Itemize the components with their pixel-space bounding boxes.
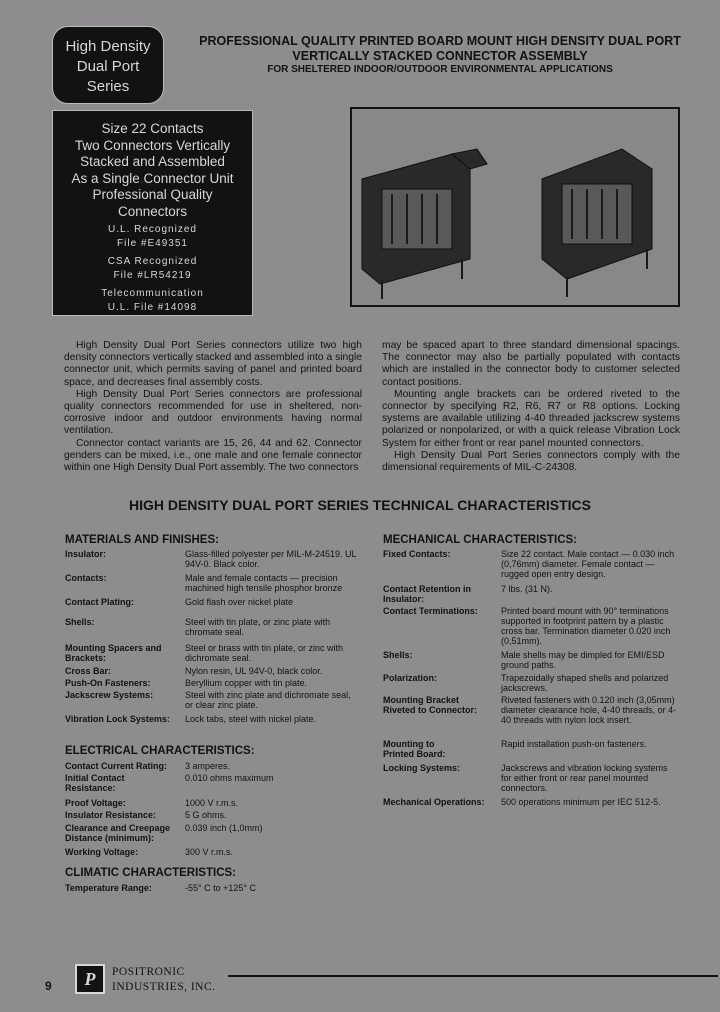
climatic-table xyxy=(65,883,365,897)
series-title-line: Series xyxy=(86,78,130,95)
electrical-label: Insulator Resistance: xyxy=(65,810,157,820)
mechanical-title: MECHANICAL CHARACTERISTICS: xyxy=(383,534,578,546)
materials-value: Nylon resin, UL 94V-0, black color. xyxy=(185,666,323,676)
materials-title: MATERIALS AND FINISHES: xyxy=(65,534,219,546)
mechanical-label: Shells: xyxy=(383,650,413,660)
electrical-label: Initial Contact Resistance: xyxy=(65,773,125,793)
page-number: 9 xyxy=(45,979,52,993)
mechanical-value: Size 22 contact. Male contact — 0.030 inch (0,76mm) diameter. Female contact — rugged open entry design. xyxy=(501,549,675,579)
series-title-line: Dual Port xyxy=(76,58,140,75)
materials-table xyxy=(65,549,365,729)
materials-value: Steel or brass with tin plate, or zinc with dichromate seal. xyxy=(185,643,344,663)
electrical-label: Proof Voltage: xyxy=(65,798,126,808)
intro-paragraph: High Density Dual Port Series connectors comply with the dimensional requirements of MIL-C-24308. xyxy=(382,449,680,474)
connector-illustration xyxy=(352,109,678,305)
company-logo-icon: P xyxy=(75,964,105,994)
electrical-value: 1000 V r.m.s. xyxy=(185,798,239,808)
cert-line: U.L. Recognized xyxy=(108,224,197,235)
materials-value: Male and female contacts — precision machined high tensile phosphor bronze xyxy=(185,573,343,593)
mechanical-label: Mounting Bracket Riveted to Connector: xyxy=(383,695,478,715)
company-name-line-2: INDUSTRIES, INC. xyxy=(112,981,216,993)
intro-right xyxy=(382,340,680,474)
mechanical-label: Contact Retention in Insulator: xyxy=(383,584,471,604)
intro-paragraph: High Density Dual Port Series connectors are professional quality connectors recommended for use in sheltered, non-corrosive indoor and outdoor environments having normal ventilation. xyxy=(64,388,362,437)
company-name-line-1: POSITRONIC xyxy=(112,966,185,978)
materials-label: Shells: xyxy=(65,617,95,627)
electrical-label: Working Voltage: xyxy=(65,847,139,857)
cert-line: U.L. File #14098 xyxy=(107,302,198,313)
materials-label: Cross Bar: xyxy=(65,666,112,676)
materials-value: Steel with tin plate, or zinc plate with chromate seal. xyxy=(185,617,331,637)
feature-box xyxy=(52,110,253,316)
feature-line: Connectors xyxy=(117,203,188,219)
materials-value: Lock tabs, steel with nickel plate. xyxy=(185,714,317,724)
feature-line: Stacked and Assembled xyxy=(80,154,225,169)
mechanical-label: Contact Terminations: xyxy=(383,606,478,616)
mechanical-value: 7 lbs. (31 N). xyxy=(501,584,553,594)
materials-label: Contacts: xyxy=(65,573,107,583)
materials-label: Jackscrew Systems: xyxy=(65,690,154,700)
cert-line: Telecommunication xyxy=(101,288,204,299)
materials-label: Push-On Fasteners: xyxy=(65,678,151,688)
mechanical-label: Fixed Contacts: xyxy=(383,549,451,559)
mechanical-value: 500 operations minimum per IEC 512-5. xyxy=(501,797,661,807)
intro-left xyxy=(64,340,362,474)
cert-line: File #E49351 xyxy=(117,238,188,249)
materials-value: Beryllium copper with tin plate. xyxy=(185,678,308,688)
electrical-value: 0.039 inch (1,0mm) xyxy=(185,823,263,833)
cert-line: CSA Recognized xyxy=(107,256,198,267)
tech-title: HIGH DENSITY DUAL PORT SERIES TECHNICAL CHARACTERISTICS xyxy=(128,497,592,513)
mechanical-value: Printed board mount with 90° terminations supported in footprint pattern by a plastic cross bar. Termination diameter 0.020 inch (0,51mm). xyxy=(501,606,671,646)
feature-line: As a Single Connector Unit xyxy=(71,170,234,186)
materials-label: Insulator: xyxy=(65,549,107,559)
mechanical-value: Rapid installation push-on fasteners. xyxy=(501,739,647,749)
materials-value: Glass-filled polyester per MIL-M-24519. UL 94V-0. Black color. xyxy=(185,549,357,569)
electrical-value: 3 amperes. xyxy=(185,761,231,771)
mechanical-table xyxy=(383,549,683,809)
electrical-value: 300 V r.m.s. xyxy=(185,847,234,857)
electrical-label: Clearance and Creepage Distance (minimum): xyxy=(65,823,171,843)
materials-label: Contact Plating: xyxy=(65,597,134,607)
header-line-1: PROFESSIONAL QUALITY PRINTED BOARD MOUNT HIGH DENSITY DUAL PORT xyxy=(199,34,681,48)
header-line-3: FOR SHELTERED INDOOR/OUTDOOR ENVIRONMENTAL APPLICATIONS xyxy=(267,64,613,75)
mechanical-label: Mechanical Operations: xyxy=(383,797,485,807)
mechanical-label: Mounting to Printed Board: xyxy=(383,739,446,759)
climatic-title: CLIMATIC CHARACTERISTICS: xyxy=(65,867,236,879)
series-title-line: High Density xyxy=(65,38,151,55)
intro-paragraph: Mounting angle brackets can be ordered riveted to the connector by specifying R2, R6, R7 or R8 options. Locking systems are available utilizing 4-40 threaded jackscrew systems polarized or nonpolarized, or with a quick release Vibration Lock System for either front or rear panel mounted connectors. xyxy=(382,388,680,449)
header-line-2: VERTICALLY STACKED CONNECTOR ASSEMBLY xyxy=(292,49,588,63)
footer-rule xyxy=(228,975,718,977)
cert-line: File #LR54219 xyxy=(113,270,192,281)
mechanical-value: Jackscrews and vibration locking systems for either front or rear panel mounted connectors. xyxy=(501,763,668,793)
mechanical-label: Locking Systems: xyxy=(383,763,461,773)
electrical-value: 0.010 ohms maximum xyxy=(185,773,274,783)
materials-value: Steel with zinc plate and dichromate seal, or clear zinc plate. xyxy=(185,690,351,710)
electrical-label: Contact Current Rating: xyxy=(65,761,167,771)
materials-label: Mounting Spacers and Brackets: xyxy=(65,643,162,663)
materials-label: Vibration Lock Systems: xyxy=(65,714,170,724)
electrical-title: ELECTRICAL CHARACTERISTICS: xyxy=(65,745,255,757)
electrical-table xyxy=(65,761,365,861)
feature-line: Size 22 Contacts xyxy=(101,121,204,136)
mechanical-value: Trapezoidally shaped shells and polarized jackscrews. xyxy=(501,673,669,693)
mechanical-value: Male shells may be dimpled for EMI/ESD ground paths. xyxy=(501,650,665,670)
materials-value: Gold flash over nickel plate xyxy=(185,597,294,607)
intro-paragraph: Connector contact variants are 15, 26, 44 and 62. Connector genders can be mixed, i.e., one male and one female connector within one High Density Dual Port assembly. The two connectors xyxy=(64,437,362,474)
intro-paragraph: may be spaced apart to three standard dimensional spacings. The connector may also be partially populated with contacts which are installed in the connector body to customer selected contact positions. xyxy=(382,340,680,388)
product-photo xyxy=(350,107,680,307)
intro-paragraph: High Density Dual Port Series connectors utilize two high density connectors vertically stacked and assembled into a single connector unit, which permits saving of panel and printed board space, and decreases final assembly costs. xyxy=(64,340,362,388)
mechanical-value: Riveted fasteners with 0.120 inch (3,05mm) diameter clearance hole, 4-40 threads, or 4-40 threads with nylon lock insert. xyxy=(501,695,677,725)
climatic-label: Temperature Range: xyxy=(65,883,152,893)
mechanical-label: Polarization: xyxy=(383,673,438,683)
climatic-value: -55° C to +125° C xyxy=(185,883,256,893)
electrical-value: 5 G ohms. xyxy=(185,810,227,820)
feature-line: Professional Quality xyxy=(92,187,213,202)
feature-line: Two Connectors Vertically xyxy=(74,137,231,153)
series-title-box xyxy=(52,26,164,104)
